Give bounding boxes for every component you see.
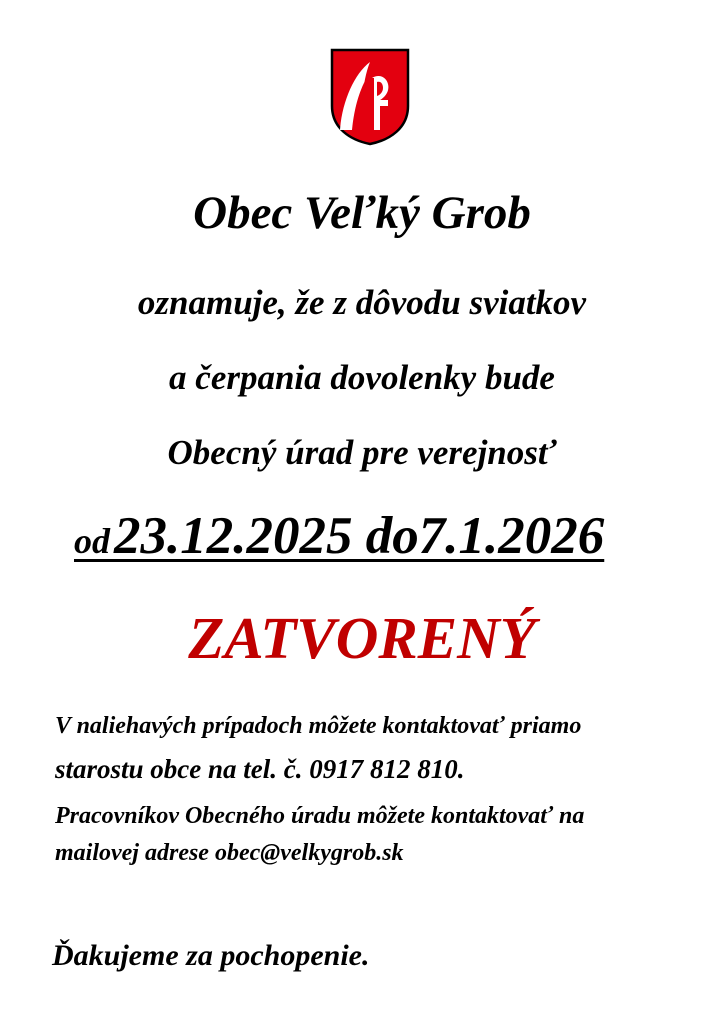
closure-dates xyxy=(74,503,604,569)
contact-line-1: V naliehavých prípadoch môžete kontaktovať priamo xyxy=(55,713,582,739)
closing-thanks: Ďakujeme za pochopenie. xyxy=(52,939,370,972)
municipal-coat-of-arms xyxy=(330,48,410,146)
closed-status: ZATVORENÝ xyxy=(188,605,536,671)
contact-line-4: mailovej adrese obec@velkygrob.sk xyxy=(55,840,404,866)
contact-line-3: Pracovníkov Obecného úradu môžete kontaktovať na xyxy=(55,803,585,829)
date-prefix: od xyxy=(74,521,110,561)
contact-line-2: starostu obce na tel. č. 0917 812 810. xyxy=(55,754,465,784)
date-range: 23.12.2025 do7.1.2026 xyxy=(114,507,605,565)
notice-line-1: oznamuje, že z dôvodu sviatkov xyxy=(137,283,587,322)
notice-title: Obec Veľký Grob xyxy=(193,187,531,239)
notice-line-2: a čerpania dovolenky bude xyxy=(169,358,555,397)
notice-line-3: Obecný úrad pre verejnosť xyxy=(167,433,557,472)
